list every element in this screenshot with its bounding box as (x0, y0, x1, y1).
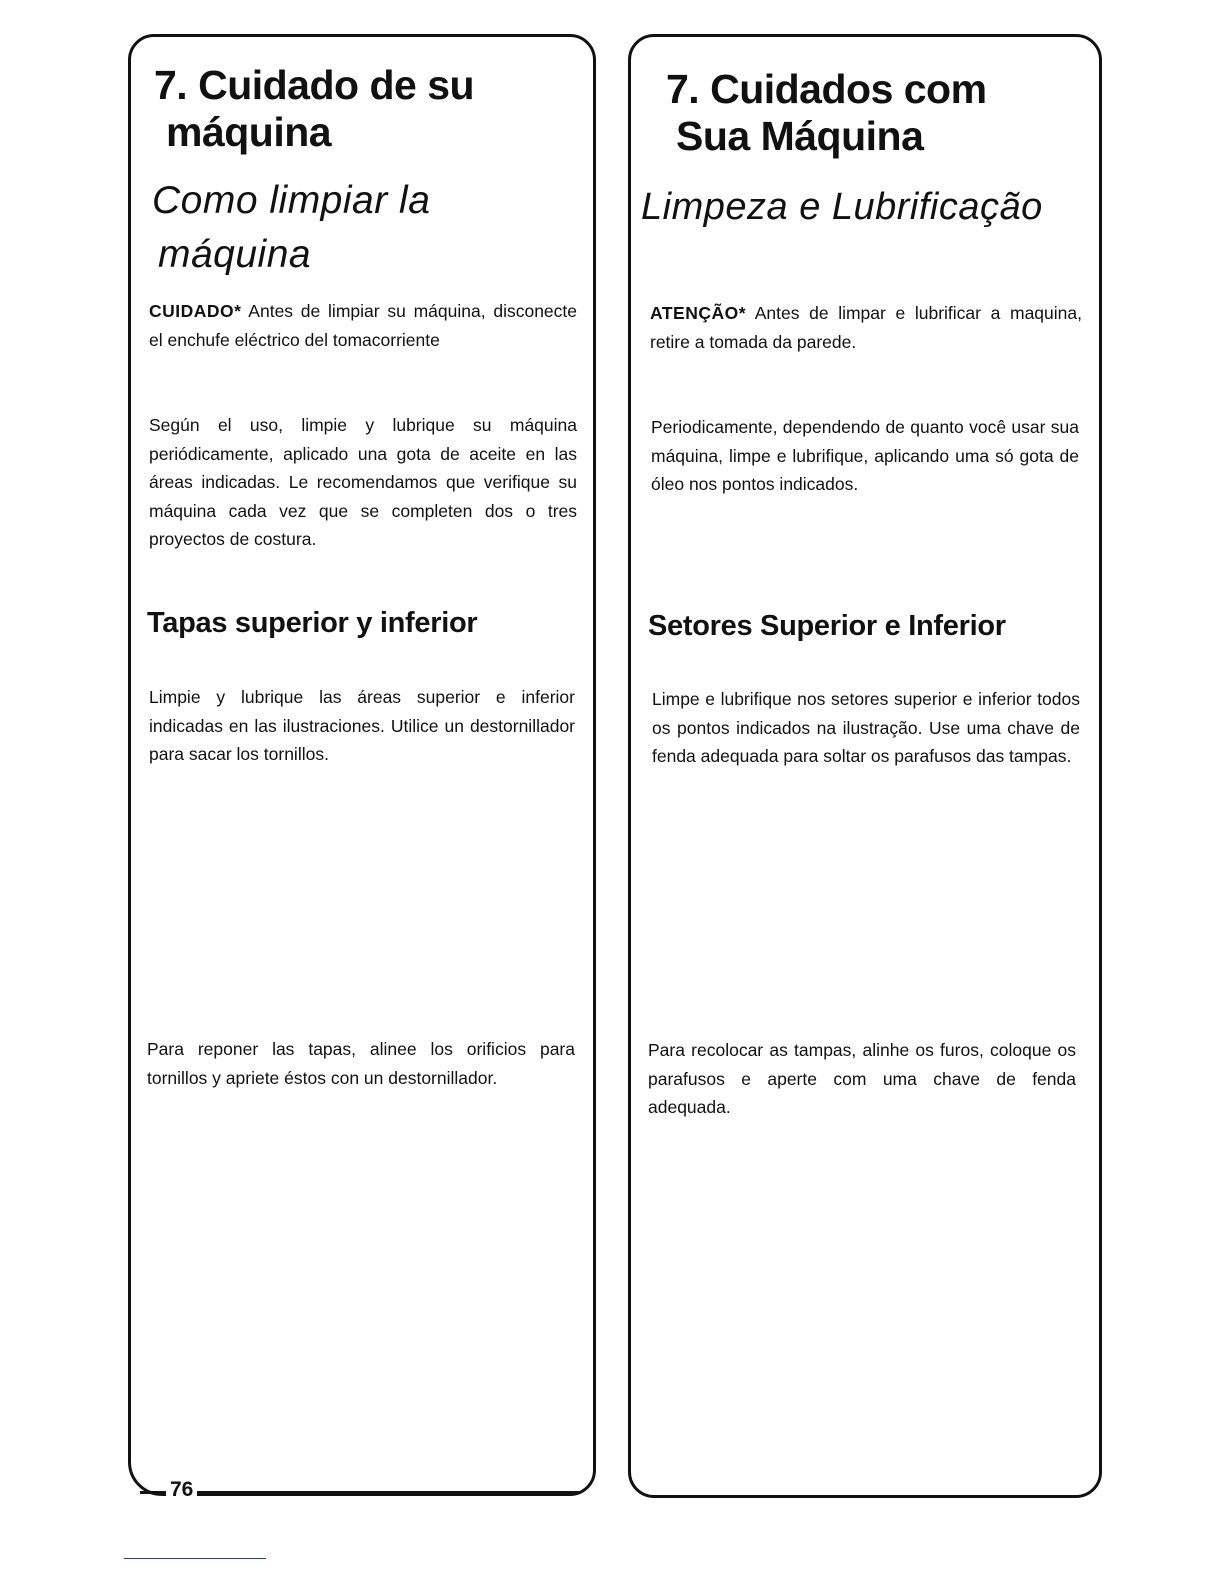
left-warning-text: Antes de limpiar su máquina, disconecte el enchufe eléctrico del tomacorriente (149, 301, 577, 350)
right-title-line2: Sua Máquina (676, 113, 924, 159)
right-warning (650, 299, 1082, 356)
left-section-title: Tapas superior y inferior (147, 607, 478, 639)
left-title (154, 62, 474, 156)
left-paragraph-3: Para reponer las tapas, alinee los orificios para tornillos y apriete éstos con un destornillador. (147, 1039, 575, 1088)
right-section-title: Setores Superior e Inferior (648, 610, 1006, 642)
right-title (666, 66, 987, 160)
footer-rule (140, 1491, 580, 1494)
left-title-line2: máquina (166, 109, 332, 155)
right-warning-label: ATENÇÃO* (650, 303, 747, 323)
right-paragraph-1: Periodicamente, dependendo de quanto você usar sua máquina, limpe e lubrifique, aplicando uma só gota de óleo nos pontos indicados. (651, 417, 1079, 494)
left-paragraph-1: Según el uso, limpie y lubrique su máquina periódicamente, aplicado una gota de aceite en las áreas indicadas. Le recomendamos que verifique su máquina cada vez que se completen dos o tres proyectos de costura. (149, 415, 577, 549)
left-warning-label: CUIDADO* (149, 301, 242, 321)
right-title-line1: 7. Cuidados com (666, 66, 987, 112)
scan-artifact-line (124, 1558, 266, 1559)
left-subtitle-line1: Como limpiar la (152, 179, 431, 222)
left-paragraph-2: Limpie y lubrique las áreas superior e inferior indicadas en las ilustraciones. Utilice un destornillador para sacar los tornillos. (149, 687, 575, 764)
left-subtitle (152, 174, 430, 282)
left-subtitle-line2: máquina (158, 233, 312, 276)
left-title-line1: 7. Cuidado de su (154, 62, 475, 108)
right-paragraph-3: Para recolocar as tampas, alinhe os furos, coloque os parafusos e aperte com uma chave de fenda adequada. (648, 1040, 1076, 1117)
right-subtitle: Limpeza e Lubrificação (641, 186, 1043, 228)
right-warning-text: Antes de limpar e lubrificar a maquina, retire a tomada da parede. (650, 303, 1082, 352)
page-number: 76 (166, 1478, 197, 1502)
right-paragraph-2: Limpe e lubrifique nos setores superior e inferior todos os pontos indicados na ilustração. Use uma chave de fenda adequada para soltar os parafusos das tampas. (652, 689, 1080, 766)
left-warning (149, 297, 577, 354)
